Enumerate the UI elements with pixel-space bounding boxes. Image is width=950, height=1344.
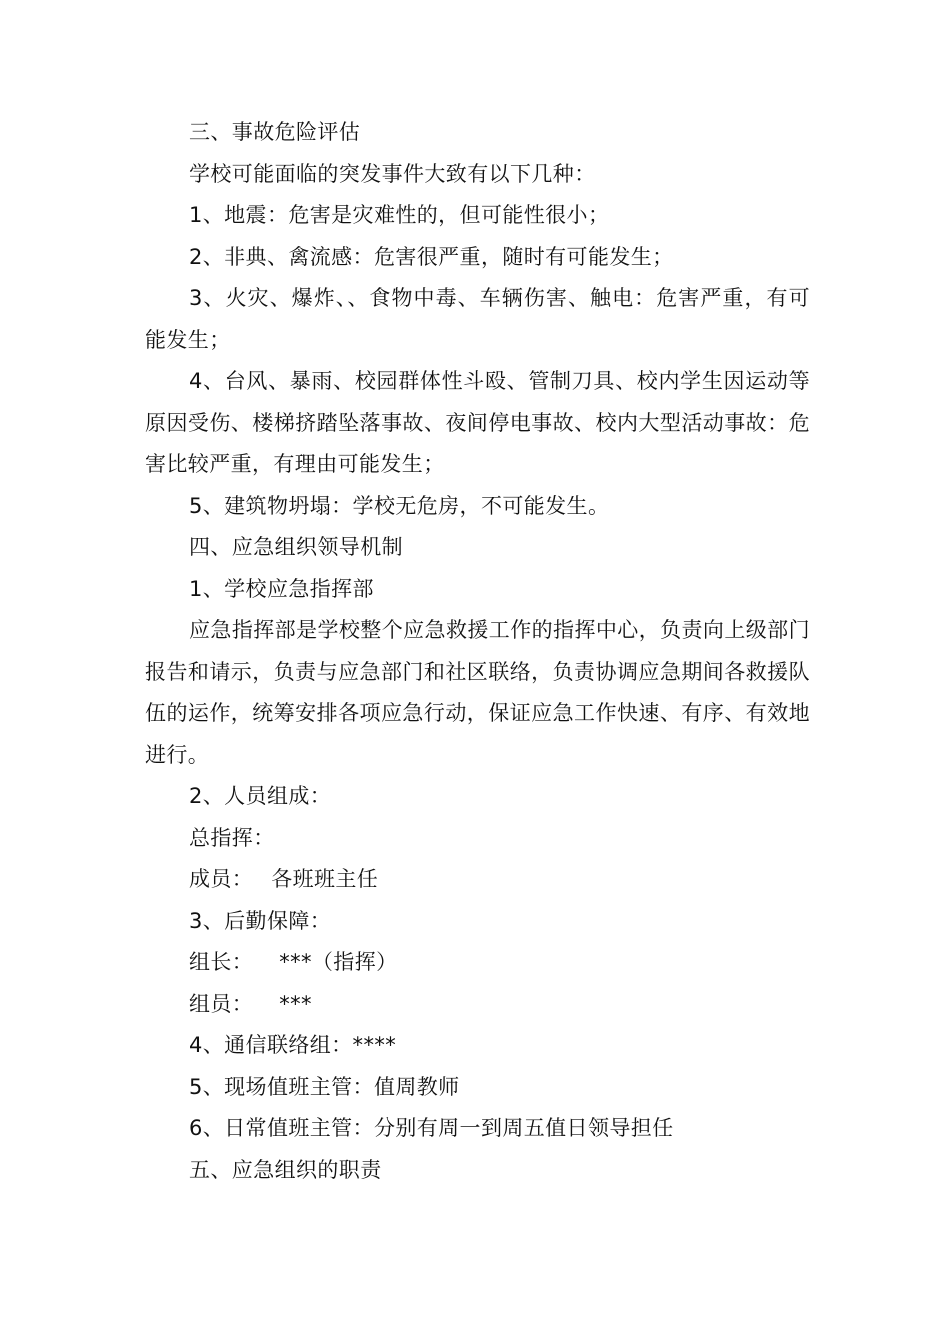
command-center-title: 1、学校应急指挥部 (189, 576, 374, 601)
risk-item-2: 2、非典、禽流感：危害很严重，随时有可能发生； (189, 244, 674, 269)
risk-item-5: 5、建筑物坍塌：学校无危房，不可能发生。 (189, 493, 610, 518)
crew-value: *** (279, 991, 312, 1016)
risk-item-4: 4、台风、暴雨、校园群体性斗殴、管制刀具、校内学生因运动等原因受伤、楼梯挤踏坠落事故、夜间停电事故、校内大型活动事故：危害比较严重，有理由可能发生； (145, 369, 810, 476)
risk-intro: 学校可能面临的突发事件大致有以下几种： (189, 161, 596, 186)
members-label: 成员： (189, 867, 254, 891)
members-line (145, 859, 810, 901)
section-heading-4: 四、应急组织领导机制 (189, 535, 403, 559)
onsite-duty-line: 5、现场值班主管：值周教师 (189, 1074, 460, 1099)
command-center-description: 应急指挥部是学校整个应急救援工作的指挥中心，负责向上级部门报告和请示，负责与应急部门和社区联络，负责协调应急期间各救援队伍的运作，统筹安排各项应急行动，保证应急工作快速、有序、有效地进行。 (145, 618, 810, 767)
section-heading-3: 三、事故危险评估 (189, 120, 361, 144)
leader-value: ***（指挥） (279, 950, 398, 974)
members-value: 各班班主任 (271, 867, 379, 891)
commander-line: 总指挥： (189, 825, 275, 850)
logistics-title: 3、后勤保障： (189, 908, 332, 933)
risk-item-3: 3、火灾、爆炸、、食物中毒、车辆伤害、触电：危害严重，有可能发生； (145, 286, 810, 352)
crew-label: 组员： (189, 991, 254, 1016)
comms-line: 4、通信联络组：**** (189, 1033, 397, 1057)
crew-line (145, 984, 810, 1026)
risk-item-1: 1、地震：危害是灾难性的，但可能性很小； (189, 203, 610, 227)
document-body (145, 112, 810, 1191)
leader-line (145, 942, 810, 984)
leader-label: 组长： (189, 950, 254, 974)
daily-duty-line: 6、日常值班主管：分别有周一到周五值日领导担任 (189, 1116, 674, 1140)
section-heading-5: 五、应急组织的职责 (189, 1157, 382, 1182)
staff-title: 2、人员组成： (189, 784, 332, 808)
